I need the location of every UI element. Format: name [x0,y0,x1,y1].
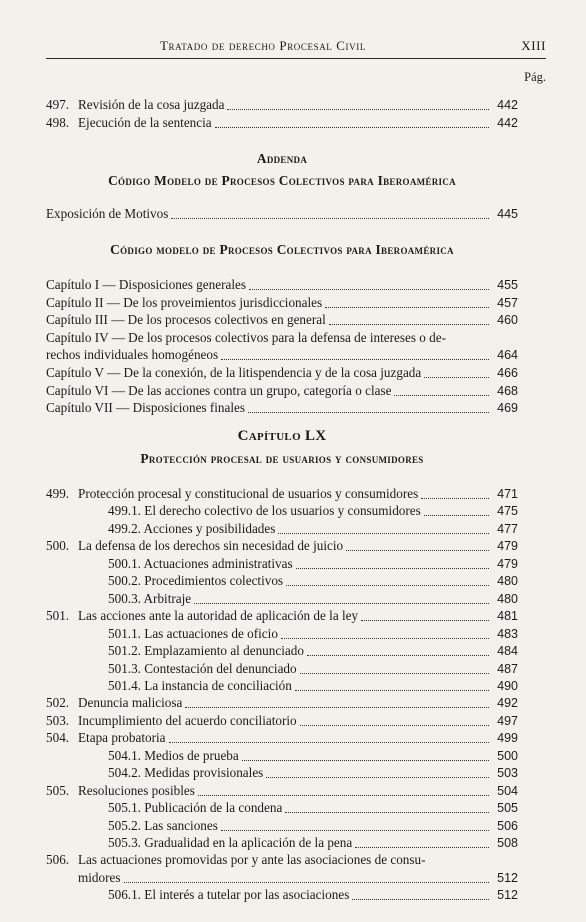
entry-title: 499.1. El derecho colectivo de los usuarios y consumidores [108,503,421,519]
toc-entry [46,834,518,852]
entry-page: 512 [497,870,518,885]
leader-dots [424,505,489,516]
toc-entry [46,572,518,590]
entry-title: Capítulo III — De los procesos colectivos en general [46,312,326,328]
entry-page: 497 [497,713,518,728]
leader-dots [171,208,489,219]
chapter-entry [46,364,518,382]
toc-entry [46,555,518,573]
entry-title: midores [78,869,121,885]
entry-number: 500. [46,538,70,554]
entry-page: 464 [497,348,518,363]
toc-entry [46,886,518,904]
entry-title: 505.3. Gradualidad en la aplicación de la pena [108,835,353,850]
entry-title: Capítulo I — Disposiciones generales [46,277,246,292]
entry-title: 504.1. Medios de prueba [108,747,239,763]
toc-entry [46,747,518,765]
entry-title: Capítulo VII — Disposiciones finales [46,400,246,416]
leader-dots [215,117,489,128]
running-head-page-number: XIII [521,38,546,53]
toc-entry [46,625,518,643]
entry-title: Las acciones ante la autoridad de aplicación de la ley [78,608,359,624]
entry-page: 500 [497,748,518,763]
toc-entry [46,729,518,747]
toc-entry [46,869,518,887]
entry-page: 506 [497,818,518,833]
chapter-entry [46,329,518,347]
entry-title: 504.2. Medidas provisionales [108,765,264,781]
running-head-title: Tratado de derecho Procesal Civil [160,38,366,53]
leader-dots [278,523,489,534]
running-head [46,36,546,59]
entry-title: 501.1. Las actuaciones de oficio [108,625,278,641]
entry-title: 500.3. Arbitraje [108,590,192,606]
pag-column-label: Pág. [524,70,546,84]
leader-dots [249,279,489,290]
entry-title: Protección procesal y constitucional de usuarios y consumidores [78,486,419,501]
toc-entry [46,694,518,712]
entry-page: 442 [497,116,518,130]
leader-dots [285,802,489,813]
entry-number: 504. [46,730,70,746]
entry-title: Etapa probatoria [78,730,166,746]
entry-title: Capítulo IV — De los procesos colectivos para la defensa de intereses o de- [46,329,447,345]
entry-page: 499 [497,731,518,746]
entry-page: 487 [497,661,518,676]
toc-entry [46,642,518,660]
entry-page: 479 [497,539,518,554]
entry-page: 480 [497,574,518,589]
entry-page: 468 [497,383,518,398]
leader-dots [421,488,489,499]
leader-dots [124,872,490,883]
leader-dots [296,558,489,569]
entry-title: Capítulo II — De los proveimientos jurisdiccionales [46,294,323,310]
chapter-entry [46,276,518,294]
leader-dots [361,610,489,621]
leader-dots [352,889,489,900]
entry-title: Denuncia maliciosa [78,695,183,711]
entry-page: 492 [497,696,518,711]
entry-page: 504 [497,783,518,798]
toc-entry [46,520,518,538]
entry-number: 497. [46,97,70,112]
toc-entry [46,660,518,678]
leader-dots [329,314,489,325]
chapter-entry [46,346,518,364]
entry-title: Revisión de la cosa juzgada [78,97,225,112]
chapter-entry [46,382,518,400]
entry-title: 501.4. La instancia de conciliación [108,677,292,693]
entry-page: 469 [497,401,518,416]
chapter-lx-title: Protección procesal de usuarios y consumidores [140,451,424,466]
leader-dots [295,680,489,691]
leader-dots [300,663,489,674]
leader-dots [221,349,489,360]
entry-page: 481 [497,609,518,624]
leader-dots [248,402,489,413]
leader-dots [266,767,489,778]
toc-entry [46,851,518,869]
chapter-entry [46,399,518,417]
entry-number: 505. [46,782,70,798]
leader-dots [242,750,489,761]
entry-title: 501.2. Emplazamiento al denunciado [108,643,304,659]
toc-entry [46,677,518,695]
entry-title: Las actuaciones promovidas por y ante las asociaciones de consu- [78,852,426,868]
toc-entry [46,712,518,730]
entry-page: 479 [497,556,518,571]
toc-entry [46,205,518,223]
entry-number: 501. [46,608,70,624]
entry-number: 506. [46,852,70,868]
leader-dots [227,99,489,110]
toc-entry [46,114,518,132]
entry-title: Exposición de Motivos [46,206,169,221]
entry-page: 477 [497,521,518,536]
toc-entry [46,607,518,625]
entry-title: 500.1. Actuaciones administrativas [108,555,293,571]
leader-dots [198,785,489,796]
entry-title: 505.1. Publicación de la condena [108,800,283,816]
toc-entry [46,764,518,782]
leader-dots [346,540,489,551]
entry-title: 501.3. Contestación del denunciado [108,660,297,676]
leader-dots [169,732,489,743]
entry-number: 499. [46,486,70,501]
leader-dots [355,837,489,848]
entry-page: 490 [497,678,518,693]
entry-number: 502. [46,695,70,711]
leader-dots [185,697,489,708]
entry-title: 500.2. Procedimientos colectivos [108,573,284,589]
toc-entry [46,96,518,114]
entry-page: 512 [497,888,518,903]
leader-dots [286,575,489,586]
entry-title: rechos individuales homogéneos [46,347,219,363]
chapter-lx-label: Capítulo LX [237,428,327,444]
entry-page: 455 [497,278,518,292]
toc-entry [46,502,518,520]
entry-page: 460 [497,313,518,328]
toc-entry [46,485,518,503]
leader-dots [300,715,489,726]
leader-dots [394,385,489,396]
entry-title: Ejecución de la sentencia [78,115,212,130]
entry-title: La defensa de los derechos sin necesidad de juicio [78,538,344,554]
entry-page: 471 [497,487,518,501]
toc-entry [46,817,518,835]
entry-page: 457 [497,295,518,310]
entry-number: 498. [46,115,70,130]
addenda-label: Addenda [256,151,308,166]
addenda-title: Código Modelo de Procesos Colectivos para Iberoamérica [108,173,456,188]
leader-dots [424,367,489,378]
entry-page: 466 [497,366,518,380]
leader-dots [307,645,489,656]
entry-title: 506.1. El interés a tutelar por las asociaciones [108,887,350,903]
entry-page: 503 [497,766,518,781]
chapter-entry [46,311,518,329]
entry-page: 505 [497,801,518,816]
entry-page: 484 [497,644,518,659]
toc-entry [46,537,518,555]
codigo-title: Código modelo de Procesos Colectivos para Iberoamérica [110,242,454,257]
toc-entry [46,590,518,608]
entry-page: 442 [497,98,518,112]
leader-dots [221,820,489,831]
entry-title: Capítulo VI — De las acciones contra un grupo, categoría o clase [46,382,392,398]
leader-dots [194,593,489,604]
toc-entry [46,799,518,817]
entry-title: 499.2. Acciones y posibilidades [108,520,276,536]
leader-dots [281,628,489,639]
entry-page: 508 [497,836,518,850]
chapter-entry [46,294,518,312]
entry-title: Resoluciones posibles [78,782,195,798]
leader-dots [325,297,489,308]
entry-title: 505.2. Las sanciones [108,817,218,833]
entry-page: 445 [497,207,518,221]
entry-page: 480 [497,591,518,606]
entry-title: Incumplimiento del acuerdo conciliatorio [78,712,297,728]
toc-entry [46,782,518,800]
entry-page: 475 [497,504,518,519]
entry-title: Capítulo V — De la conexión, de la litispendencia y de la cosa juzgada [46,365,422,380]
entry-page: 483 [497,626,518,641]
entry-number: 503. [46,712,70,728]
